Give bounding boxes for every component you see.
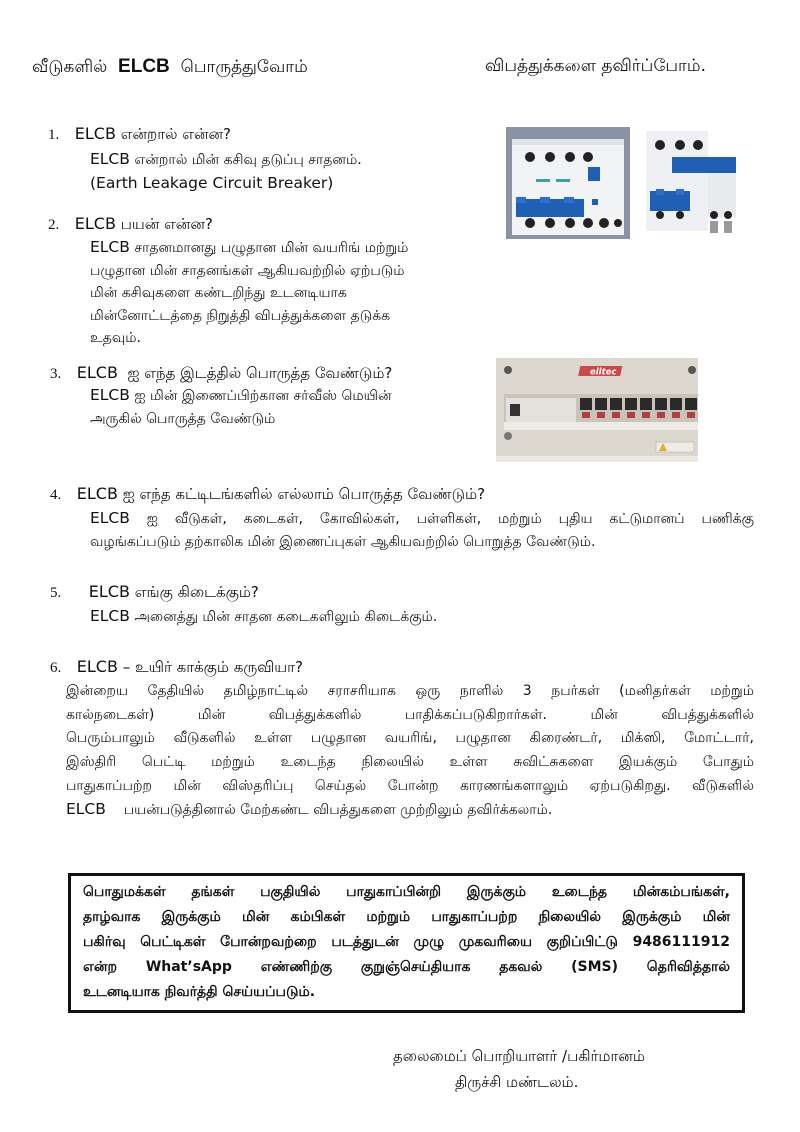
notice-line: என்ற What’sApp எண்ணிற்கு குறுஞ்செய்தியாக தகவல் (SMS) தெரிவித்தால் [83,959,730,975]
answer-line: இன்றைய தேதியில் தமிழ்நாட்டில் சராசரியாக ஒரு நாளில் 3 நபர்கள் (மனிதர்கள் மற்றும் [66,683,754,699]
signature-office: திருச்சி மண்டலம். [455,1073,579,1091]
answer-text: ஐ வீடுகள், கடைகள், கோவில்கள், பள்ளிகள், மற்றும் புதிய கட்டுமானப் பணிக்கு [146,511,754,527]
question-3 [50,363,392,384]
elcb-photo-2pole [642,127,748,239]
answer-line: உதவும். [90,330,141,346]
answer-elcb: ELCB [90,238,130,256]
answer-1 [90,148,362,194]
question-text: ஐ எந்த இடத்தில் பொருத்த வேண்டும்? [127,364,393,382]
answer-line [90,148,362,172]
question-number: 1. [48,127,60,143]
answer-line: அருகில் பொருத்த வேண்டும் [90,410,276,427]
notice-line: உடனடியாக நிவர்த்தி செய்யப்படும். [83,984,316,1000]
answer-5 [90,605,437,629]
breaker-2pole-illustration [642,127,748,239]
answer-line [90,384,392,408]
notice-box [68,873,745,1013]
distribution-panel-photo [496,358,698,462]
question-text: எங்கு கிடைக்கும்? [134,583,259,601]
header-left-post: பொருத்துவோம் [180,57,308,77]
question-number: 4. [50,487,62,503]
answer-line: கால்நடைகள்) மின் விபத்துக்களில் பாதிக்கப்படுகிறார்கள். மின் விபத்துக்களில் [66,706,754,723]
answer-3 [90,384,392,430]
answer-line: மின்னோட்டத்தை நிறுத்தி விபத்துக்களை தடுக்க [90,307,391,324]
answer-line: பழுதான மின் சாதனங்கள் ஆகியவற்றில் ஏற்படும் [90,262,405,279]
question-elcb: ELCB [74,214,116,233]
question-6 [50,657,303,678]
answer-2 [90,236,408,350]
answer-elcb: ELCB [90,150,130,168]
answer-text: என்றால் மின் கசிவு தடுப்பு சாதனம். [134,152,362,168]
answer-line [66,798,754,822]
answer-text: சாதனமானது பழுதான மின் வயரிங் மற்றும் [134,240,409,256]
header-left-bold: ELCB [118,56,170,77]
question-5 [50,582,259,603]
answer-line: மின் கசிவுகளை கண்டறிந்து உடனடியாக [90,285,347,301]
question-text: – உயிர் காக்கும் கருவியா? [122,658,303,676]
breaker-4pole-illustration [506,127,630,239]
answer-6 [66,680,754,822]
panel-illustration [496,358,698,462]
question-elcb: ELCB [76,657,118,676]
answer-line [90,236,408,260]
answer-line-english: (Earth Leakage Circuit Breaker) [90,173,334,192]
header-left-pre: வீடுகளில் [32,57,108,77]
question-number: 5. [50,585,62,601]
question-elcb: ELCB [76,363,118,382]
notice-line: தாழ்வாக இருக்கும் மின் கம்பிகள் மற்றும் பாதுகாப்பற்ற நிலையில் இருக்கும் மின் [83,909,730,925]
answer-elcb: ELCB [90,386,130,404]
notice-line: பொதுமக்கள் தங்கள் பகுதியில் பாதுகாப்பின்றி இருக்கும் உடைந்த மின்கம்பங்கள், [83,884,730,900]
answer-text: பயன்படுத்தினால் மேற்கண்ட விபத்துகளை முற்றிலும் தவிர்க்கலாம். [123,802,553,819]
elcb-photo-4pole [506,127,630,239]
question-elcb: ELCB [88,582,130,601]
question-4 [50,484,485,505]
question-number: 2. [48,217,60,233]
question-text: என்றால் என்ன? [120,125,232,143]
header-right-title: விபத்துக்களை தவிர்ப்போம். [485,56,707,76]
panel-brand-logo: elltec [590,367,617,378]
answer-line: பாதுகாப்பற்ற மின் விஸ்தரிப்பு செய்தல் போன்ற காரணங்களாலும் ஏற்படுகிறது. வீடுகளில் [66,777,754,794]
question-elcb: ELCB [74,124,116,143]
answer-line [90,507,754,531]
signature-title: தலைமைப் பொறியாளர் /பகிர்மானம் [393,1047,645,1065]
answer-elcb: ELCB [90,607,130,625]
question-2 [48,214,213,235]
question-text: ஐ எந்த கட்டிடங்களில் எல்லாம் பொருத்த வேண்டும்? [122,485,486,503]
answer-text: அனைத்து மின் சாதன கடைகளிலும் கிடைக்கும். [134,609,438,625]
answer-elcb: ELCB [90,509,130,527]
question-number: 3. [50,366,62,382]
notice-line: பகிர்வு பெட்டிகள் போன்றவற்றை படத்துடன் முழு முகவரியை குறிப்பிட்டு 9486111912 [83,934,730,950]
question-text: பயன் என்ன? [120,215,213,233]
answer-text: ஐ மின் இணைப்பிற்கான சர்வீஸ் மெயின் [134,388,392,404]
answer-line: இஸ்திரி பெட்டி மற்றும் உடைந்த நிலையில் உள்ள சுவிட்சுகளை இயக்கும் போதும் [66,754,754,771]
header-left-title [32,56,308,79]
question-number: 6. [50,660,62,676]
answer-4 [90,507,754,553]
answer-line: பெரும்பாலும் வீடுகளில் உள்ள பழுதான வயரிங், பழுதான கிரைண்டர், மிக்ஸி, மோட்டார், [66,730,754,747]
question-1 [48,124,231,145]
answer-elcb: ELCB [66,800,106,819]
answer-line [90,605,437,629]
question-elcb: ELCB [76,484,118,503]
answer-line: வழங்கப்படும் தற்காலிக மின் இணைப்புகள் ஆகியவற்றில் பொறுத்த வேண்டும். [90,533,596,550]
